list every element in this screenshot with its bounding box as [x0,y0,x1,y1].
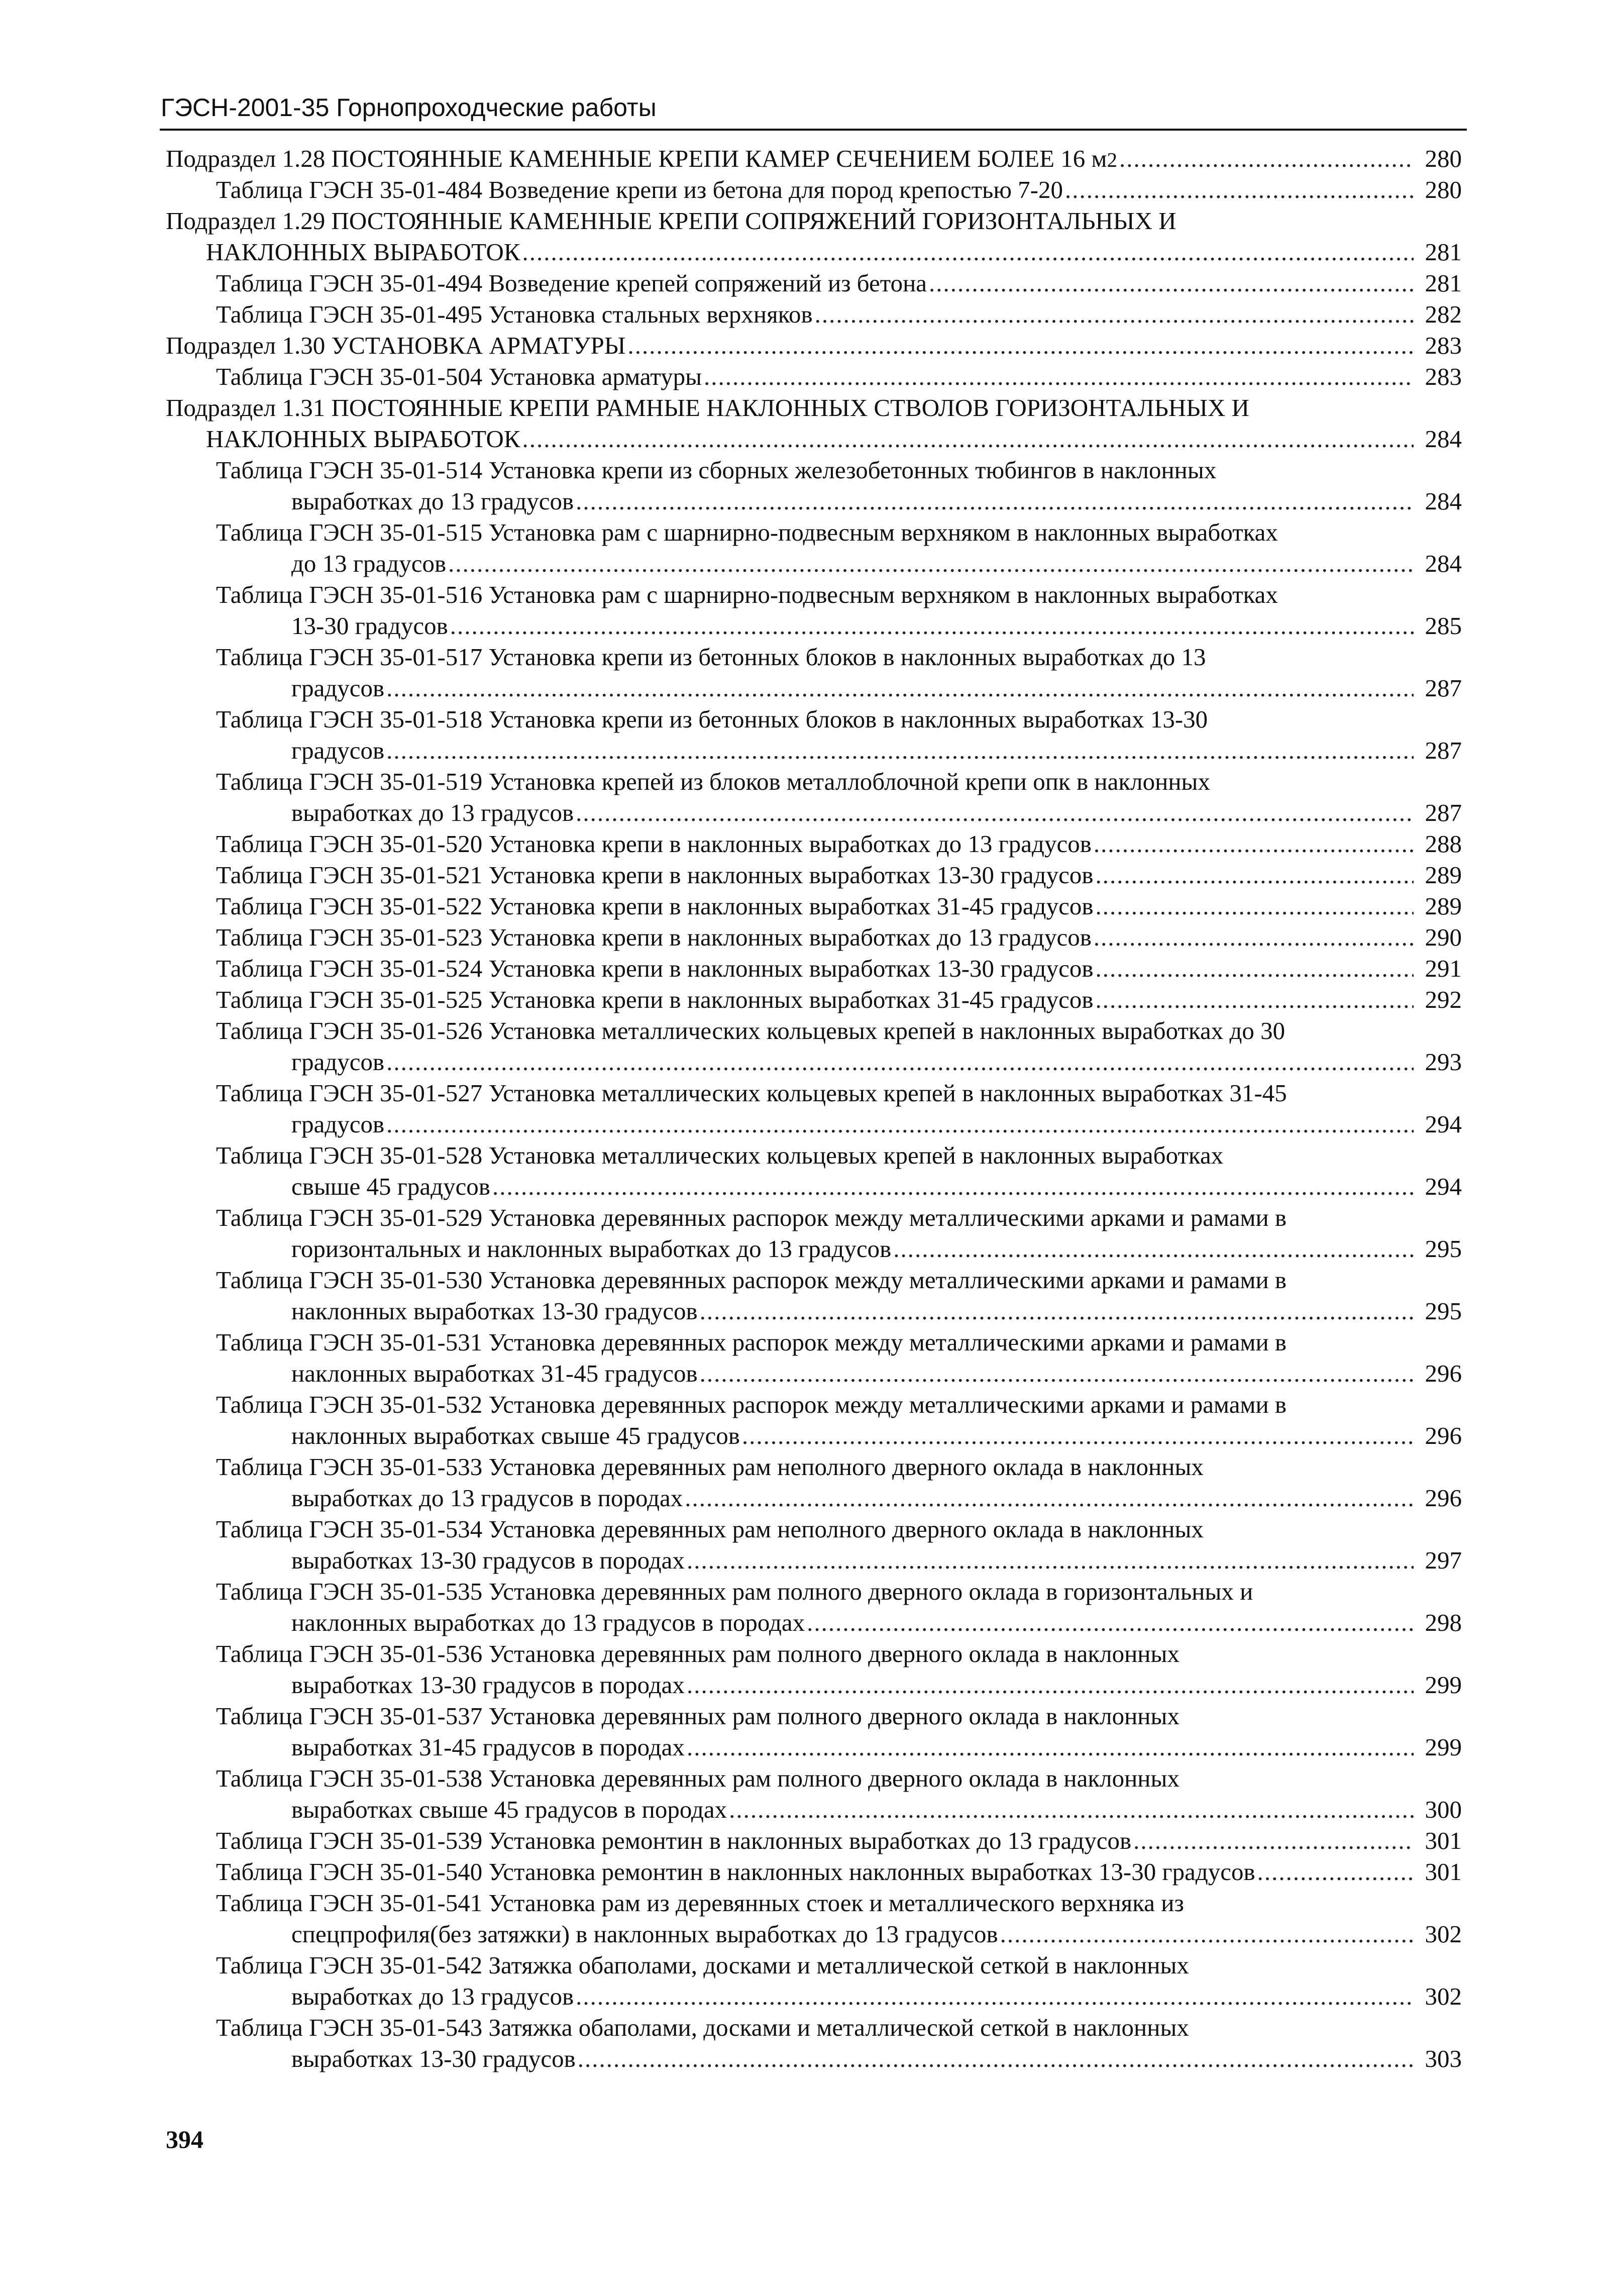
toc-entry-line [216,2012,1462,2043]
toc-entry-line [216,1327,1462,1358]
toc-entry-line [216,797,1462,828]
toc-table-entry[interactable] [166,455,1462,517]
toc-table-entry[interactable] [166,642,1462,704]
toc-page-number: 284 [1425,487,1462,515]
toc-entry-line [216,860,1462,891]
dot-leader [1094,828,1414,860]
toc-page-number: 303 [1425,2045,1462,2072]
toc-table-entry[interactable] [166,1451,1462,1514]
toc-entry-line [216,361,1462,392]
dot-leader [687,1545,1414,1576]
toc-table-entry[interactable] [166,891,1462,922]
toc-entry-text: горизонтальных и наклонных выработках до 13 градусов [291,1235,892,1263]
dot-leader [492,1171,1414,1202]
toc-entry-text: Таблица ГЭСН 35-01-504 Установка арматуры [216,363,702,390]
toc-entry-text: градусов [291,674,385,702]
dot-leader [729,1794,1414,1825]
toc-page-number: 301 [1425,1858,1462,1886]
toc-table-entry[interactable] [166,174,1462,205]
toc-entry-text: свыше 45 градусов [291,1173,490,1200]
toc-page-number: 282 [1425,300,1462,328]
toc-table-entry[interactable] [166,1856,1462,1888]
toc-page-number: 284 [1425,550,1462,577]
dot-leader [807,1607,1414,1638]
toc-table-entry[interactable] [166,361,1462,392]
toc-entry-line [216,735,1462,766]
toc-entry-text: спецпрофиля(без затяжки) в наклонных выработках до 13 градусов [291,1920,998,1948]
toc-entry-text: Таблица ГЭСН 35-01-495 Установка стальных верхняков [216,300,813,328]
toc-page-number: 289 [1425,892,1462,920]
toc-page-number: 285 [1425,612,1462,640]
toc-table-entry[interactable] [166,1825,1462,1856]
toc-table-entry[interactable] [166,1950,1462,2012]
toc-table-entry[interactable] [166,1389,1462,1451]
toc-page-number: 281 [1425,269,1462,297]
toc-page-number: 296 [1425,1422,1462,1449]
toc-table-entry[interactable] [166,1327,1462,1389]
dot-leader [1095,891,1414,922]
toc-entry-text: Таблица ГЭСН 35-01-523 Установка крепи в наклонных выработках до 13 градусов [216,923,1092,951]
toc-entry-line [216,828,1462,860]
dot-leader [522,424,1414,455]
toc-page-number: 300 [1425,1796,1462,1823]
toc-entry-text: наклонных выработках 13-30 градусов [291,1297,698,1325]
toc-entry-line [216,984,1462,1015]
toc-entry-text: Таблица ГЭСН 35-01-541 Установка рам из деревянных стоек и металлического верхняка из [216,1889,1184,1917]
toc-entry-line [216,1701,1462,1732]
toc-entry-line [216,1358,1462,1389]
toc-entry-text: выработках до 13 градусов [291,487,574,515]
toc-table-entry[interactable] [166,517,1462,579]
toc-entry-text: градусов [291,1110,385,1138]
toc-entry-line [216,1856,1462,1888]
toc-entry-line [216,1950,1462,1981]
toc-entry-text: Таблица ГЭСН 35-01-517 Установка крепи из бетонных блоков в наклонных выработках до 13 [216,643,1206,671]
toc-page-number: 280 [1425,145,1462,172]
toc-entry-text: градусов [291,737,385,764]
dot-leader [1119,143,1414,174]
toc-entry-text: Таблица ГЭСН 35-01-542 Затяжка обаполами, досками и металлической сеткой в наклонных [216,1951,1189,1979]
toc-entry-text: выработках 13-30 градусов [291,2045,576,2072]
toc-entry-line [216,1794,1462,1825]
dot-leader [687,1669,1414,1701]
dot-leader [1257,1856,1414,1888]
toc-entry-line [216,1732,1462,1763]
toc-entry-text: Таблица ГЭСН 35-01-514 Установка крепи из сборных железобетонных тюбингов в наклонных [216,456,1217,484]
toc-entry-line [216,2043,1462,2074]
toc-entry-line [216,673,1462,704]
toc-entry-text: Таблица ГЭСН 35-01-515 Установка рам с шарнирно-подвесным верхняком в наклонных выработках [216,518,1278,546]
dot-leader [386,1109,1414,1140]
toc-entry-line [216,1109,1462,1140]
toc-page-number: 302 [1425,1920,1462,1948]
toc-entry-text: Таблица ГЭСН 35-01-520 Установка крепи в наклонных выработках до 13 градусов [216,830,1092,858]
toc-entry-line [166,205,1462,237]
toc-table-entry[interactable] [166,1140,1462,1202]
toc-entry-line [216,1545,1462,1576]
toc-table-entry[interactable] [166,1888,1462,1950]
toc-page-number: 298 [1425,1609,1462,1636]
toc-entry-line [216,766,1462,797]
dot-leader [704,361,1414,392]
toc-entry-line [216,1233,1462,1265]
toc-page-number: 295 [1425,1297,1462,1325]
table-of-contents [166,143,1462,2074]
superscript: 2 [1107,149,1117,171]
dot-leader [687,1732,1414,1763]
toc-entry-text: Подраздел 1.28 ПОСТОЯННЫЕ КАМЕННЫЕ КРЕПИ КАМЕР СЕЧЕНИЕМ БОЛЕЕ 16 м [166,145,1107,172]
toc-page-number: 295 [1425,1235,1462,1263]
toc-page-number: 291 [1425,955,1462,982]
dot-leader [929,268,1414,299]
toc-entry-text: Таблица ГЭСН 35-01-533 Установка деревянных рам неполного дверного оклада в наклонных [216,1453,1204,1481]
toc-entry-text: Таблица ГЭСН 35-01-534 Установка деревянных рам неполного дверного оклада в наклонных [216,1515,1204,1543]
dot-leader [386,735,1414,766]
toc-entry-line [216,1078,1462,1109]
toc-entry-text: Таблица ГЭСН 35-01-527 Установка металлических кольцевых крепей в наклонных выработках 31-45 [216,1079,1287,1107]
toc-entry-line [216,1202,1462,1233]
toc-entry-line [216,268,1462,299]
toc-page-number: 287 [1425,737,1462,764]
toc-table-entry[interactable] [166,1202,1462,1265]
toc-table-entry[interactable] [166,299,1462,330]
dot-leader [1095,984,1414,1015]
toc-entry-text: Таблица ГЭСН 35-01-494 Возведение крепей сопряжений из бетона [216,269,927,297]
toc-entry-text: выработках 13-30 градусов в породах [291,1671,685,1699]
toc-entry-text: Подраздел 1.30 УСТАНОВКА АРМАТУРЫ [166,332,626,359]
toc-entry-text: Таблица ГЭСН 35-01-539 Установка ремонтин в наклонных выработках до 13 градусов [216,1827,1132,1854]
toc-entry-line [216,1171,1462,1202]
toc-entry-line [216,1389,1462,1420]
header-rule [160,129,1467,131]
toc-page-number: 297 [1425,1546,1462,1574]
toc-entry-line [216,642,1462,673]
dot-leader [448,548,1414,579]
toc-entry-text: Таблица ГЭСН 35-01-540 Установка ремонтин в наклонных наклонных выработках 13-30 градусов [216,1858,1255,1886]
toc-entry-text: Таблица ГЭСН 35-01-522 Установка крепи в наклонных выработках 31-45 градусов [216,892,1094,920]
dot-leader [578,2043,1414,2074]
running-header: ГЭСН-2001-35 Горнопроходческие работы [161,93,657,122]
toc-entry-text: наклонных выработках до 13 градусов в породах [291,1609,805,1636]
toc-entry-line [166,330,1462,361]
toc-entry-line [216,1140,1462,1171]
toc-table-entry[interactable] [166,1078,1462,1140]
toc-entry-line [216,1763,1462,1794]
toc-table-entry[interactable] [166,704,1462,766]
toc-page-number: 296 [1425,1484,1462,1512]
toc-page-number: 301 [1425,1827,1462,1854]
toc-entry-text: Таблица ГЭСН 35-01-536 Установка деревянных рам полного дверного оклада в наклонных [216,1640,1179,1667]
dot-leader [1094,922,1414,953]
toc-entry-text: Таблица ГЭСН 35-01-537 Установка деревянных рам полного дверного оклада в наклонных [216,1702,1179,1730]
toc-table-entry[interactable] [166,1638,1462,1701]
toc-entry-line [166,392,1462,424]
toc-entry-line [216,517,1462,548]
toc-entry-line [166,143,1462,174]
toc-table-entry[interactable] [166,268,1462,299]
toc-entry-line [216,1981,1462,2012]
toc-table-entry[interactable] [166,579,1462,642]
toc-entry-line [216,1576,1462,1607]
dot-leader [1133,1825,1414,1856]
toc-table-entry[interactable] [166,922,1462,953]
toc-entry-line [216,1514,1462,1545]
toc-table-entry[interactable] [166,1514,1462,1576]
toc-section-entry[interactable] [166,143,1462,174]
dot-leader [893,1233,1414,1265]
dot-leader [386,1047,1414,1078]
toc-entry-text: Таблица ГЭСН 35-01-530 Установка деревянных распорок между металлическими арками и рамами в [216,1266,1287,1294]
toc-entry-line [216,1669,1462,1701]
dot-leader [1095,860,1414,891]
toc-page-number: 280 [1425,176,1462,203]
toc-entry-text: Таблица ГЭСН 35-01-516 Установка рам с шарнирно-подвесным верхняком в наклонных выработках [216,581,1278,608]
toc-page-number: 293 [1425,1048,1462,1076]
toc-page-number: 288 [1425,830,1462,858]
toc-entry-line [216,486,1462,517]
toc-entry-line [216,1919,1462,1950]
toc-entry-text: 13-30 градусов [291,612,448,640]
dot-leader [700,1296,1414,1327]
toc-table-entry[interactable] [166,766,1462,828]
toc-page-number: 283 [1425,363,1462,390]
toc-entry-line [216,1420,1462,1451]
toc-page-number: 299 [1425,1671,1462,1699]
toc-entry-text: градусов [291,1048,385,1076]
toc-table-entry[interactable] [166,1015,1462,1078]
toc-entry-text: Таблица ГЭСН 35-01-528 Установка металлических кольцевых крепей в наклонных выработках [216,1141,1224,1169]
toc-entry-line [216,579,1462,610]
dot-leader [685,1483,1414,1514]
toc-entry-line [216,1296,1462,1327]
toc-entry-line [216,922,1462,953]
toc-entry-text: выработках до 13 градусов в породах [291,1484,683,1512]
toc-entry-text: Таблица ГЭСН 35-01-484 Возведение крепи из бетона для пород крепостью 7-20 [216,176,1063,203]
dot-leader [1065,174,1414,205]
toc-entry-line [216,704,1462,735]
toc-page-number: 287 [1425,799,1462,826]
toc-entry-text: Таблица ГЭСН 35-01-519 Установка крепей из блоков металлоблочной крепи опк в наклонных [216,768,1210,795]
toc-entry-line [216,1638,1462,1669]
toc-table-entry[interactable] [166,1265,1462,1327]
toc-entry-line [216,455,1462,486]
toc-page-number: 294 [1425,1173,1462,1200]
dot-leader [627,330,1414,361]
toc-entry-text: Таблица ГЭСН 35-01-521 Установка крепи в наклонных выработках 13-30 градусов [216,861,1094,889]
toc-entry-text: Таблица ГЭСН 35-01-538 Установка деревянных рам полного дверного оклада в наклонных [216,1764,1179,1792]
dot-leader [576,486,1414,517]
dot-leader [576,1981,1414,2012]
toc-page-number: 283 [1425,332,1462,359]
page-number: 394 [166,2125,203,2153]
toc-entry-text: до 13 градусов [291,550,447,577]
toc-section-entry[interactable] [166,205,1462,268]
toc-entry-text: Таблица ГЭСН 35-01-525 Установка крепи в наклонных выработках 31-45 градусов [216,986,1094,1013]
dot-leader [815,299,1414,330]
toc-entry-line [216,1451,1462,1483]
toc-table-entry[interactable] [166,2012,1462,2074]
toc-entry-text: Подраздел 1.29 ПОСТОЯННЫЕ КАМЕННЫЕ КРЕПИ СОПРЯЖЕНИЙ ГОРИЗОНТАЛЬНЫХ И [166,207,1176,235]
toc-section-entry[interactable] [166,392,1462,455]
dot-leader [450,610,1414,642]
toc-page-number: 294 [1425,1110,1462,1138]
toc-entry-text: выработках до 13 градусов [291,1982,574,2010]
toc-entry-text: Таблица ГЭСН 35-01-531 Установка деревянных распорок между металлическими арками и рамами в [216,1328,1287,1356]
toc-entry-line [216,610,1462,642]
toc-table-entry[interactable] [166,984,1462,1015]
toc-entry-line [216,1825,1462,1856]
toc-entry-text: НАКЛОННЫХ ВЫРАБОТОК [206,425,520,453]
toc-entry-text: Таблица ГЭСН 35-01-535 Установка деревянных рам полного дверного оклада в горизонтальных и [216,1578,1253,1605]
toc-page-number: 296 [1425,1360,1462,1387]
toc-table-entry[interactable] [166,828,1462,860]
toc-page-number: 281 [1425,238,1462,266]
dot-leader [1095,953,1414,984]
toc-entry-line [216,1607,1462,1638]
toc-entry-text: Таблица ГЭСН 35-01-532 Установка деревянных распорок между металлическими арками и рамами в [216,1391,1287,1418]
toc-entry-line [216,891,1462,922]
toc-page-number: 299 [1425,1733,1462,1761]
toc-table-entry[interactable] [166,953,1462,984]
toc-entry-line [216,548,1462,579]
dot-leader [576,797,1414,828]
toc-table-entry[interactable] [166,860,1462,891]
toc-table-entry[interactable] [166,1701,1462,1763]
toc-entry-line [216,1888,1462,1919]
toc-entry-line [166,237,1462,268]
toc-entry-text: Таблица ГЭСН 35-01-524 Установка крепи в наклонных выработках 13-30 градусов [216,955,1094,982]
dot-leader [742,1420,1414,1451]
toc-entry-line [216,174,1462,205]
toc-entry-line [216,1047,1462,1078]
toc-entry-line [216,1015,1462,1047]
toc-table-entry[interactable] [166,1576,1462,1638]
toc-entry-line [216,1483,1462,1514]
toc-entry-text: Подраздел 1.31 ПОСТОЯННЫЕ КРЕПИ РАМНЫЕ НАКЛОННЫХ СТВОЛОВ ГОРИЗОНТАЛЬНЫХ И [166,394,1250,422]
toc-page-number: 292 [1425,986,1462,1013]
dot-leader [1000,1919,1414,1950]
dot-leader [386,673,1414,704]
toc-entry-text: выработках 31-45 градусов в породах [291,1733,685,1761]
dot-leader [522,237,1414,268]
toc-page-number: 302 [1425,1982,1462,2010]
toc-entry-text: выработках свыше 45 градусов в породах [291,1796,727,1823]
toc-page-number: 290 [1425,923,1462,951]
toc-entry-text: выработках до 13 градусов [291,799,574,826]
toc-entry-text: НАКЛОННЫХ ВЫРАБОТОК [206,238,520,266]
toc-entry-line [216,1265,1462,1296]
toc-entry-text: Таблица ГЭСН 35-01-529 Установка деревянных распорок между металлическими арками и рамами в [216,1204,1287,1231]
toc-entry-line [166,424,1462,455]
toc-page-number: 289 [1425,861,1462,889]
dot-leader [700,1358,1414,1389]
toc-table-entry[interactable] [166,1763,1462,1825]
toc-entry-text: наклонных выработках свыше 45 градусов [291,1422,740,1449]
toc-entry-line [216,299,1462,330]
toc-page-number: 284 [1425,425,1462,453]
toc-entry-text: выработках 13-30 градусов в породах [291,1546,685,1574]
toc-section-entry[interactable] [166,330,1462,361]
toc-entry-text: Таблица ГЭСН 35-01-518 Установка крепи из бетонных блоков в наклонных выработках 13-30 [216,705,1208,733]
toc-page-number: 287 [1425,674,1462,702]
toc-entry-text: Таблица ГЭСН 35-01-526 Установка металлических кольцевых крепей в наклонных выработках до 30 [216,1017,1285,1045]
toc-entry-line [216,953,1462,984]
toc-entry-text: наклонных выработках 31-45 градусов [291,1360,698,1387]
toc-entry-text: Таблица ГЭСН 35-01-543 Затяжка обаполами, досками и металлической сеткой в наклонных [216,2014,1189,2041]
